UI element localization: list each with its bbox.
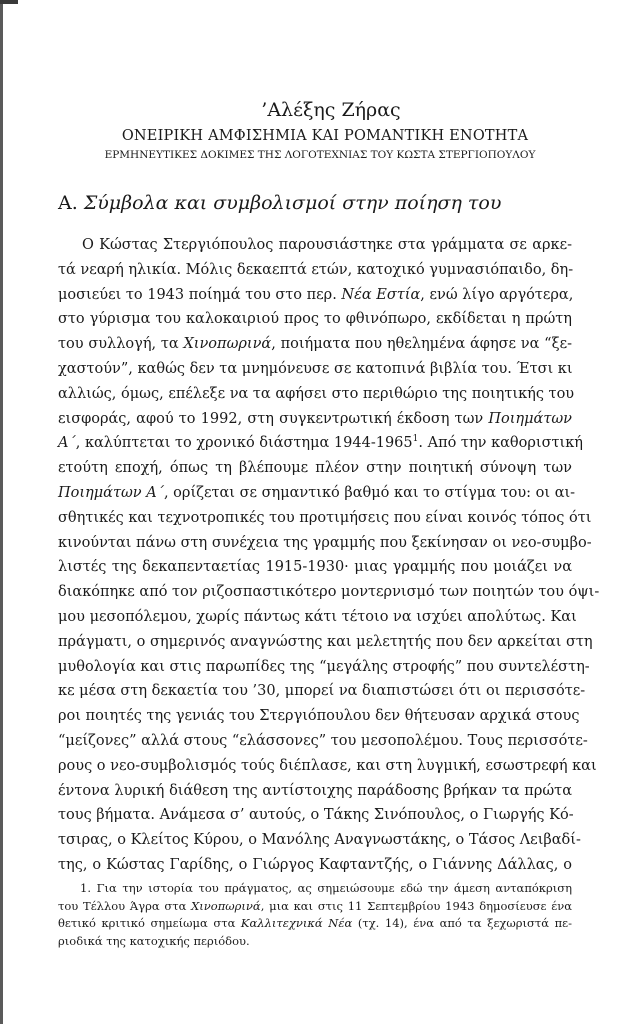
text-run: , μια και στις 11 Σεπτεμβρίου 1943 δημοσίευσε ένα (260, 898, 572, 913)
italic-title: Ποιημάτων Α΄ (58, 484, 164, 501)
body-line: σθητικές και τεχνοτροπικές του προτιμήσεις που είναι κοινός τόπος ότι (58, 509, 592, 526)
body-line: διακόπηκε από τον ριζοσπαστικότερο μοντερνισμό των ποιητών του όψι- (58, 584, 600, 601)
essay-subtitle: ΕΡΜΗΝΕΥΤΙΚΕΣ ΔΟΚΙΜΕΣ ΤΗΣ ΛΟΓΟΤΕΧΝΙΑΣ ΤΟΥ ΚΩΣΤΑ ΣΤΕΡΓΙΟΠΟΥΛΟΥ (104, 149, 536, 161)
body-line: “μείζονες” αλλά στους “ελάσσονες” του μεσοπολέμου. Τους περισσότε- (58, 732, 588, 749)
body-line (58, 283, 572, 308)
essay-title: ΟΝΕΙΡΙΚΗ ΑΜΦΙΣΗΜΙΑ ΚΑΙ ΡΟΜΑΝΤΙΚΗ ΕΝΟΤΗΤΑ (121, 128, 529, 144)
italic-title: Α΄ (58, 435, 76, 452)
text-run: θετικό κριτικό σημείωμα στα (58, 916, 241, 930)
section-heading (58, 191, 572, 215)
body-line: πράγματι, ο σημερινός αναγνώστης και μελετητής που δεν αρκείται στη (58, 633, 593, 650)
body-line: ροι ποιητές της γενιάς του Στεργιόπουλου δεν θήτευσαν αρχικά στους (58, 708, 580, 725)
body-line: Ο Κώστας Στεργιόπουλος παρουσιάστηκε στα γράμματα σε αρκε- (82, 237, 572, 253)
body-line: κε μέσα στη δεκαετία του ’30, μπορεί να διαπιστώσει ότι οι περισσότε- (58, 683, 586, 700)
footnote-line (58, 898, 572, 916)
page-content (58, 98, 600, 878)
section-title: Σύμβολα και συμβολισμοί στην ποίηση του (83, 192, 502, 214)
section-number: Α. (58, 192, 78, 214)
body-line: αλλιώς, όμως, επέλεξε να τα αφήσει στο περιθώριο της ποιητικής του (58, 385, 575, 402)
body-line (58, 332, 572, 357)
italic-title: Χινοπωρινά (183, 336, 272, 353)
footnote-line: 1. Για την ιστορία του πράγματος, ας σημειώσουμε εδώ την άμεση ανταπόκριση (80, 881, 572, 895)
body-line: τους βήματα. Ανάμεσα σ’ αυτούς, ο Τάκης Σινόπουλος, ο Γιωργής Κό- (58, 807, 574, 824)
text-run: (τχ. 14), ένα από τα ξεχωριστά πε- (352, 916, 572, 930)
text-run: , ενώ λίγο αργότερα, (420, 286, 574, 303)
italic-title: Ποιημάτων (488, 410, 572, 427)
body-line: της, ο Κώστας Γαρίδης, ο Γιώργος Καφταντζής, ο Γιάννης Δάλλας, ο (58, 856, 572, 873)
footnotes (58, 880, 572, 950)
body-line: χαστούν”, καθώς δεν τα μνημόνευσε σε κατοπινά βιβλία του. Έτσι κι (58, 360, 573, 377)
author-name: ’Αλέξης Ζήρας (261, 99, 401, 121)
text-run: του Τέλλου Άγρα στα (58, 898, 192, 913)
scan-edge (0, 0, 3, 1024)
body-line: τά νεαρή ηλικία. Μόλις δεκαεπτά ετών, κατοχικό γυμνασιόπαιδο, δη- (58, 261, 574, 278)
body-line: κινούνται πάνω στη συνέχεια της γραμμής που ξεκίνησαν οι νεο-συμβο- (58, 534, 592, 551)
text-run: , ποιήματα που ηθελημένα άφησε να “ξε- (271, 336, 572, 353)
italic-title: Καλλιτεχνικά Νέα (240, 916, 353, 930)
footnote-line (58, 915, 572, 933)
body-line (58, 431, 583, 456)
body-line: τσιρας, ο Κλείτος Κύρου, ο Μανόλης Αναγνωστάκης, ο Τάσος Λειβαδί- (58, 832, 581, 849)
text-run: εισφοράς, αφού το 1992, στη συγκεντρωτική έκδοση των (58, 410, 489, 427)
text-run: , ορίζεται σε σημαντικό βαθμό και το στίγμα του: οι αι- (163, 484, 576, 501)
text-run: , καλύπτεται το χρονικό διάστημα 1944-1965 (75, 435, 413, 452)
italic-title: Χινοπωρινά (191, 898, 261, 913)
italic-title: Νέα Εστία (341, 286, 421, 303)
body-line (58, 481, 576, 506)
footnote-line: ριοδικά της κατοχικής περιόδου. (58, 933, 250, 948)
body-line: έντονα λυρική διάθεση της αντίστοιχης παράδοσης βρήκαν τα πρώτα (58, 782, 572, 799)
body-line: ρους ο νεο-συμβολισμός τούς διέπλασε, και στη λυγμική, εσωστρεφή και (58, 757, 597, 774)
body-line: ετούτη εποχή, όπως τη βλέπουμε πλέον στην ποιητική σύνοψη των (58, 460, 572, 477)
scan-corner-mark (0, 0, 18, 4)
footnote-marker: 1 (412, 434, 419, 445)
body-paragraph (58, 233, 600, 878)
text-run: μοσιεύει το 1943 ποίημά του στο περ. (58, 286, 342, 303)
body-line: στο γύρισμα του καλοκαιριού προς το φθινόπωρο, εκδίδεται η πρώτη (58, 311, 572, 328)
text-run: του συλλογή, τα (58, 336, 184, 353)
body-line: λιστές της δεκαπενταετίας 1915-1930· μιας γραμμής που μοιάζει να (58, 559, 572, 576)
body-line: μου μεσοπόλεμου, χωρίς πάντως κάτι τέτοιο να ισχύει απολύτως. Και (58, 608, 577, 625)
body-line: μυθολογία και στις παρωπίδες της “μεγάλης στροφής” που συντελέστη- (58, 658, 590, 675)
body-line (58, 407, 572, 432)
text-run: . Από την καθοριστική (418, 435, 583, 452)
